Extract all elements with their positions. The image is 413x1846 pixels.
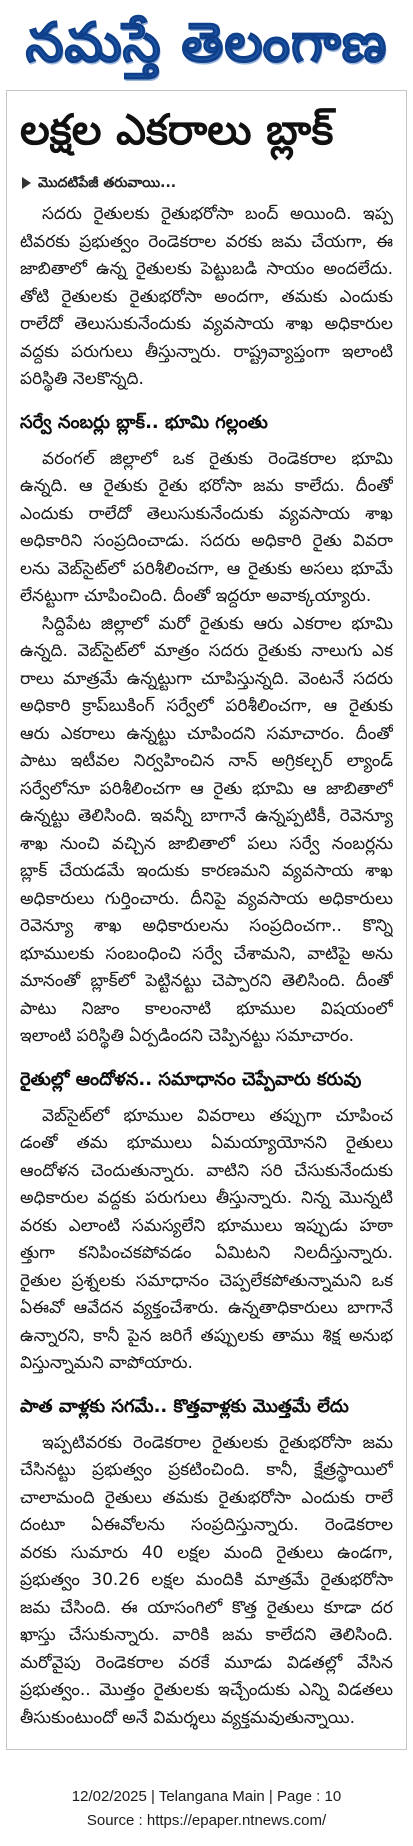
section-heading: పాత వాళ్లకు సగమే.. కొత్తవాళ్లకు మొత్తమే లేదు bbox=[20, 1395, 349, 1417]
article-text-line: చాలామంది రైతులు తమకు రైతుభరోసా ఎందుకు రాలే bbox=[20, 1487, 393, 1508]
article-text-line: లేనట్టుగా చూపించింది. దీంతో ఇద్దరూ అవాక్కయ్యారు. bbox=[20, 586, 372, 606]
masthead-logo-text: నమస్తే తెలంగాణ bbox=[25, 11, 388, 74]
article-text-line: చేసినట్టు ప్రభుత్వం ప్రకటించింది. కానీ, క్షేత్రస్థాయిలో bbox=[20, 1460, 393, 1480]
source-credit: Source : https://epaper.ntnews.com/ bbox=[86, 1812, 327, 1829]
section-paragraph bbox=[20, 1430, 393, 1733]
article-text-line: రాలు మాత్రమే ఉన్నట్టుగా చూపిస్తున్నది. వెంటనే సదరు bbox=[20, 668, 393, 689]
continuation-text: మొదటిపేజీ తరువాయి... bbox=[38, 175, 177, 191]
article-text-line: టివరకు ప్రభుత్వం రెండెకరాల వరకు జమ చేయగా, ఈ bbox=[20, 231, 393, 252]
intro-paragraph bbox=[20, 201, 393, 394]
article-section bbox=[20, 1065, 393, 1378]
article-text-line: జమ చేసింది. ఈ యాసంగిలో కొత్త రైతులు కూడా దర bbox=[20, 1597, 393, 1618]
article-section bbox=[20, 408, 393, 1051]
article-text-line: వరకు సుమారు 40 లక్షల మంది రైతులు ఉండగా, bbox=[20, 1542, 393, 1563]
article-headline: లక్షల ఎకరాలు బ్లాక్ bbox=[20, 105, 334, 154]
article-text-line: లను వెబ్‌సైట్‌లో పరిశీలించగా, ఆ రైతుకు అసలు భూమే bbox=[20, 558, 393, 579]
article-text-line: ఉన్నది. ఆ రైతుకు రైతు భరోసా జమ కాలేదు. దీంతో bbox=[20, 476, 393, 496]
article-text-line: ఏఈవో ఆవేదన వ్యక్తంచేశారు. ఉన్నతాధికారులు బాగానే bbox=[20, 1298, 393, 1318]
article-text-line: రెవెన్యూ శాఖ అధికారులను సంప్రదించగా.. కొన్ని bbox=[20, 916, 393, 936]
article-text-line: జాబితాలో ఉన్న రైతులకు పెట్టుబడి సాయం అందలేదు. bbox=[20, 259, 393, 279]
article-text-line: దంటూ ఏఈవోలను సంప్రదిస్తున్నారు. రెండెకరాల bbox=[20, 1515, 393, 1535]
article-text-line: అధికారిని సంప్రదించాడు. సదరు అధికారి రైతు వివరా bbox=[20, 531, 393, 551]
article-text-line: సర్వేలోనూ పరిశీలించగా ఆ రైతు భూమి ఆ జాబితాలో bbox=[20, 778, 393, 799]
clipping-footer bbox=[0, 1785, 413, 1833]
article-text-line: సదరు రైతులకు రైతుభరోసా బంద్ అయింది. ఇప్ప bbox=[42, 204, 393, 224]
section-paragraph bbox=[20, 446, 393, 611]
continuation-arrow-icon bbox=[22, 177, 31, 189]
article-text-line: వరకు ఎలాంటి సమస్యలేని భూములు ఇప్పుడు హఠా bbox=[20, 1215, 393, 1236]
article-text-line: వద్దకు పరుగులు తీస్తున్నారు. రాష్ట్రవ్యాప్తంగా ఇలాంటి bbox=[20, 341, 393, 362]
article-text-line: బ్లాక్ చేయడమే ఇందుకు కారణమని వ్యవసాయ శాఖ bbox=[20, 861, 393, 881]
article-text-line: డంతో తమ భూములు ఏమయ్యాయోనని రైతులు bbox=[20, 1133, 393, 1153]
section-heading: రైతుల్లో ఆందోళన.. సమాధానం చెప్పేవారు కరువు bbox=[20, 1068, 362, 1090]
article-text-line: శాఖ నుంచి వచ్చిన జాబితాలో పలు సర్వే నంబర్లను bbox=[20, 833, 393, 854]
article-text-line: వెబ్‌సైట్‌లో భూముల వివరాలు తప్పుగా చూపించ bbox=[42, 1105, 393, 1126]
article-text-line: రాలేదో తెలుసుకునేందుకు వ్యవసాయ శాఖ అధికారుల bbox=[20, 314, 393, 334]
article-text-line: ఆందోళన చెందుతున్నారు. వాటిని సరి చేసుకునేందుకు bbox=[20, 1160, 393, 1181]
article-text-line: ఖాస్తు చేసుకున్నారు. వారికి జమ కాలేదని తెలిసింది. bbox=[20, 1625, 393, 1645]
article-text-line: ప్రభుత్వం.. మొత్తం రైతులకు ఇచ్చేందుకు ఎన్ని విడతలు bbox=[20, 1680, 393, 1700]
article-text-line: మానంతో బ్లాక్‌లో పెట్టినట్టు చెప్పారని తెలిసింది. దీంతో bbox=[20, 971, 393, 991]
article-text-line: సిద్దిపేట జిల్లాలో మరో రైతుకు ఆరు ఎకరాల భూమి bbox=[42, 613, 393, 634]
newspaper-masthead bbox=[0, 0, 413, 86]
article-text-line: ప్రభుత్వం 30.26 లక్షల మందికి మాత్రమే రైతుభరోసా bbox=[20, 1570, 393, 1590]
article-text-line: విస్తున్నామని వాపోయారు. bbox=[20, 1353, 193, 1373]
article-text-line: పాటు నిజాం కాలంనాటి భూముల విషయంలో bbox=[20, 998, 393, 1019]
article-text-line: అధికారులు గుర్తించారు. దీనిపై వ్యవసాయ అధికారులు bbox=[20, 888, 393, 909]
news-article bbox=[6, 90, 407, 1750]
article-section bbox=[20, 1392, 393, 1733]
edition-info: 12/02/2025 | Telangana Main | Page : 10 bbox=[71, 1788, 342, 1805]
article-text-line: రైతుల ప్రశ్నలకు సమాధానం చెప్పలేకపోతున్నామని ఒక bbox=[20, 1270, 393, 1291]
article-text-line: ఇప్పటివరకు రెండెకరాల రైతులకు రైతుభరోసా జమ bbox=[42, 1432, 393, 1453]
article-text-line: భూములకు సంబంధించి సర్వే చేశామని, వాటిపై అను bbox=[20, 943, 393, 964]
article-text-line: అధికారి క్రాప్‌బుకింగ్ సర్వేలో పరిశీలించగా, ఆ రైతుకు bbox=[20, 696, 393, 716]
article-text-line: ఉన్నట్టు తెలిసింది. ఇవన్నీ బాగానే ఉన్నప్పటికీ, రెవెన్యూ bbox=[20, 806, 393, 826]
article-text-line: త్తుగా కనిపించకపోవడం ఏమిటని నిలదీస్తున్నారు. bbox=[20, 1243, 393, 1263]
continuation-note bbox=[20, 171, 393, 195]
article-text-line: ఉన్నది. వెబ్‌సైట్‌లో మాత్రం సదరు రైతుకు నాలుగు ఎక bbox=[20, 641, 393, 661]
article-text-line: మరోవైపు రెండెకరాల వరకే మూడు విడతల్లో వేసిన bbox=[20, 1652, 393, 1673]
article-text-line: అధికారుల వద్దకు పరుగులు తీస్తున్నారు. నిన్న మొన్నటి bbox=[20, 1188, 393, 1208]
section-paragraph bbox=[20, 1103, 393, 1378]
section-heading: సర్వే నంబర్లు బ్లాక్.. భూమి గల్లంతు bbox=[20, 411, 268, 433]
section-paragraph bbox=[20, 611, 393, 1051]
article-text-line: ఆరు ఎకరాలు ఉన్నట్టు చూపిందని సమాచారం. దీంతో bbox=[20, 723, 393, 744]
article-text-line: ఎందుకు రాలేదో తెలుసుకునేందుకు వ్యవసాయ శాఖ bbox=[20, 503, 393, 524]
article-text-line: ఉన్నారని, కానీ పైన జరిగే తప్పులకు తాము శిక్ష అనుభ bbox=[20, 1325, 393, 1346]
article-text-line: తోటి రైతులకు రైతుభరోసా అందగా, తమకు ఎందుకు bbox=[20, 286, 393, 307]
article-text-line: ఇలాంటి పరిస్థితి ఏర్పడిందని చెప్పినట్టు సమాచారం. bbox=[20, 1026, 355, 1046]
article-text-line: పరిస్థితి నెలకొన్నది. bbox=[20, 369, 144, 389]
article-text-line: తీసుకుంటుందో అనే విమర్శలు వ్యక్తమవుతున్నాయి. bbox=[20, 1707, 356, 1728]
article-text-line: పాటు ఇటీవల నిర్వహించిన నాన్ అగ్రికల్చర్ ల్యాండ్ bbox=[20, 751, 393, 771]
article-text-line: వరంగల్ జిల్లాలో ఒక రైతుకు రెండెకరాల భూమి bbox=[42, 448, 393, 469]
